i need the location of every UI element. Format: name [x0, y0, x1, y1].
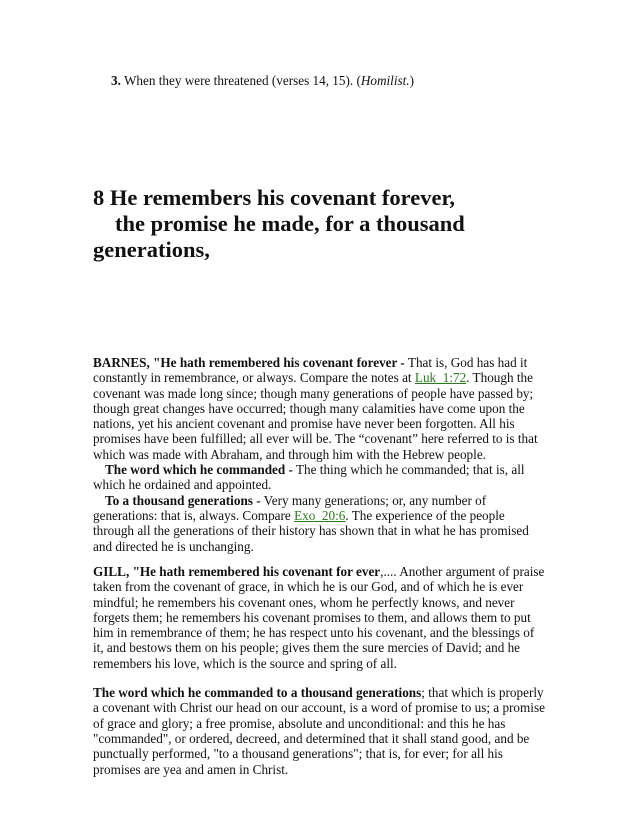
exodus-reference-link[interactable]: Exo_20:6 [294, 507, 346, 523]
point-text: When they were threatened (verses 14, 15). ( [120, 73, 361, 88]
barnes-paragraph-1: BARNES, "He hath remembered his covenant forever - That is, God has had it constantly in remembrance, or always. Compare the notes at Luk_1:72. Though the covenant was made long since; though many generations of people have passed by; though great changes have occurred; though many calamities have come upon the nations, yet his ancient covenant and promise have never been forgotten. All his promises have been fulfilled; all ever will be. The “covenant” here referred to is that which was made with Abraham, and through him with the Hebrew people. [93, 355, 538, 462]
barnes-subheading-generations: To a thousand generations - [105, 492, 261, 508]
gill-subheading: The word which he commanded to a thousand generations [93, 685, 422, 701]
verse-line-3: generations, [93, 237, 210, 262]
barnes-commentary [93, 355, 545, 554]
verse-heading [93, 185, 563, 263]
barnes-paragraph-2: The word which he commanded - The thing which he commanded; that is, all which he ordained and appointed. [93, 462, 525, 493]
point-3-line [111, 72, 414, 89]
barnes-paragraph-3: To a thousand generations - Very many generations; or, any number of generations: that is, always. Compare Exo_20:6. The experience of the people through all the generations of their history has shown that in what he has promised and directed he is unchanging. [93, 492, 529, 554]
barnes-subheading-word: The word which he commanded - [105, 462, 293, 478]
point-close: ) [409, 73, 414, 88]
gill-paragraph-2: The word which he commanded to a thousand generations; that which is properly a covenant with Christ our head on our account, is a word of promise to us; a promise of grace and glory; a free promise, absolute and unconditional: and this he has "commanded", or ordered, decreed, and determined that it shall stand good, and be punctually performed, "to a thousand generations"; that is, for ever; for all his promises are yea and amen in Christ. [93, 685, 545, 777]
point-number: 3. [111, 73, 121, 88]
verse-line-2: the promise he made, for a thousand [115, 211, 465, 236]
verse-line-1: 8 He remembers his covenant forever, [93, 185, 455, 210]
barnes-heading: BARNES, "He hath remembered his covenant forever - [93, 355, 405, 370]
gill-commentary [93, 564, 545, 777]
gill-paragraph-1: GILL, "He hath remembered his covenant for ever,.... Another argument of praise taken from the covenant of grace, in which he is our God, and of which he is ever mindful; he remembers his covenant ones, whom he perfectly knows, and never forgets them; he remembers his covenant promises to them, and allows them to put him in remembrance of them; he has respect unto his covenant, and the blessings of it, and bestows them on his people; gives them the sure mercies of David; and he remembers his love, which is the source and spring of all. [93, 564, 545, 671]
point-source: Homilist. [360, 73, 410, 88]
gill-heading: GILL, "He hath remembered his covenant for ever [93, 564, 381, 579]
luke-reference-link[interactable]: Luk_1:72 [414, 370, 467, 386]
